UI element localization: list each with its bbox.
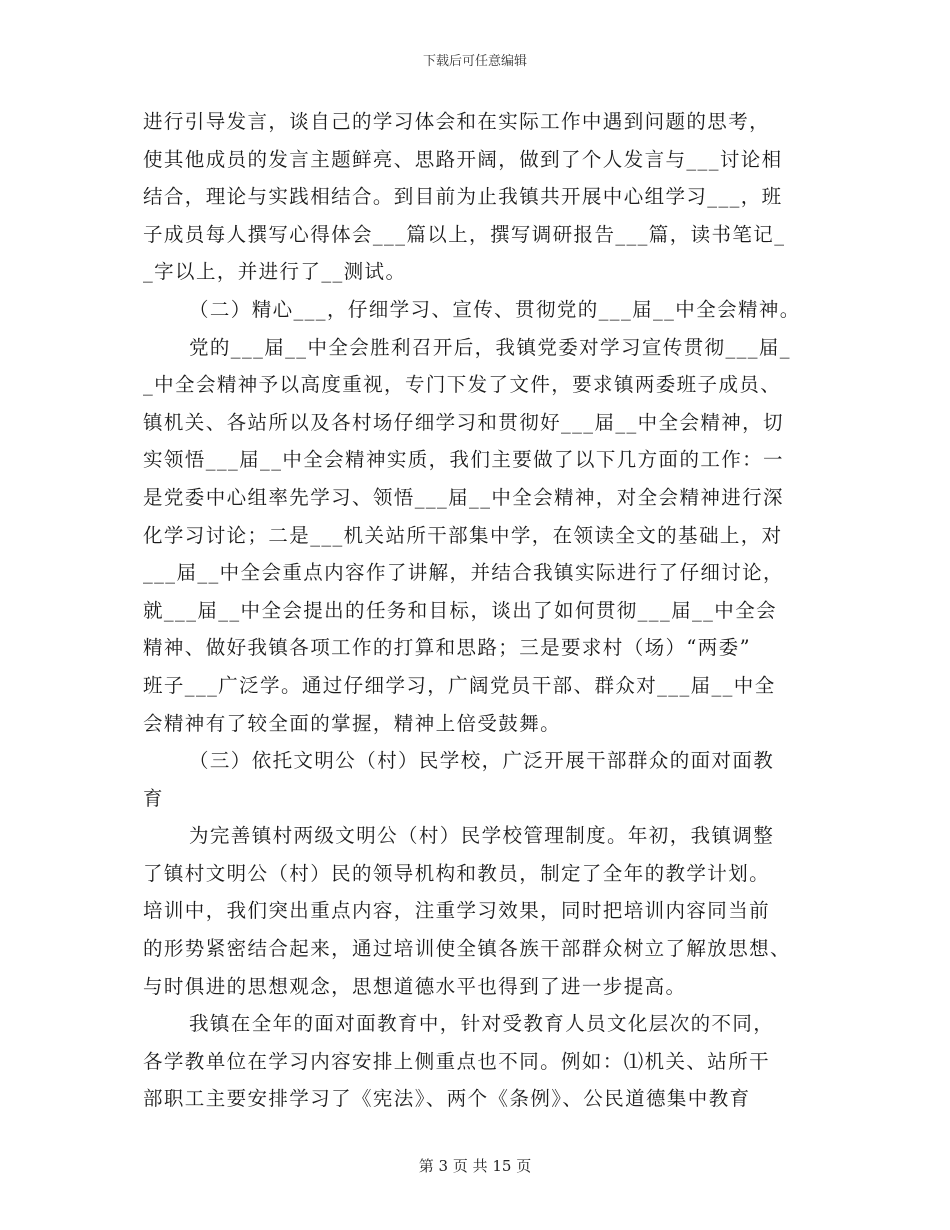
text-line: 与时俱进的思想观念，思想道德水平也得到了进一步提高。	[143, 974, 687, 998]
text-line: 了镇村文明公（村）民的领导机构和教员，制定了全年的教学计划。	[143, 861, 771, 885]
text-line: 实领悟___届__中全会精神实质，我们主要做了以下几方面的工作：一	[143, 448, 784, 472]
page-footer: 第 3 页 共 15 页	[418, 1157, 532, 1175]
text-line: 我镇在全年的面对面教育中，针对受教育人员文化层次的不同，	[189, 1012, 775, 1036]
text-line: 育	[143, 786, 164, 810]
text-line: 的形势紧密结合起来，通过培训使全镇各族干部群众树立了解放思想、	[143, 937, 791, 961]
text-line: 化学习讨论；二是___机关站所干部集中学，在领读全文的基础上，对	[143, 523, 783, 547]
text-line: 使其他成员的发言主题鲜亮、思路开阔，做到了个人发言与___讨论相	[143, 147, 783, 171]
text-line: _中全会精神予以高度重视，专门下发了文件，要求镇两委班子成员、	[143, 373, 782, 397]
text-line: 是党委中心组率先学习、领悟___届__中全会精神，对全会精神进行深	[143, 485, 784, 509]
text-line: 精神、做好我镇各项工作的打算和思路；三是要求村（场）“两委”	[143, 636, 751, 660]
text-line: 结合，理论与实践相结合。到目前为止我镇共开展中心组学习___，班	[143, 185, 783, 209]
text-line: 为完善镇村两级文明公（村）民学校管理制度。年初，我镇调整	[189, 824, 775, 848]
text-line: 培训中，我们突出重点内容，注重学习效果，同时把培训内容同当前	[143, 899, 771, 923]
text-line: ___届__中全会重点内容作了讲解，并结合我镇实际进行了仔细讨论，	[143, 561, 784, 585]
text-line: 会精神有了较全面的掌握，精神上倍受鼓舞。	[143, 711, 562, 735]
text-line: 进行引导发言，谈自己的学习体会和在实际工作中遇到问题的思考，	[143, 110, 771, 133]
text-line: _字以上，并进行了__测试。	[143, 260, 407, 284]
text-line: 子成员每人撰写心得体会___篇以上，撰写调研报告___篇，读书笔记_	[143, 222, 786, 246]
text-line: 各学教单位在学习内容安排上侧重点也不同。例如：⑴机关、站所干	[143, 1049, 771, 1073]
text-line: 就___届__中全会提出的任务和目标，谈出了如何贯彻___届__中全会	[143, 598, 778, 622]
text-line: 部职工主要安排学习了《宪法》、两个《条例》、公民道德集中教育	[143, 1087, 751, 1111]
text-line: 班子___广泛学。通过仔细学习，广阔党员干部、群众对___届__中全	[143, 673, 776, 697]
text-line: 镇机关、各站所以及各村场仔细学习和贯彻好___届__中全会精神，切	[143, 410, 784, 434]
text-line: 党的___届__中全会胜利召开后，我镇党委对学习宣传贯彻___届_	[189, 335, 791, 359]
text-line: （三）依托文明公（村）民学校，广泛开展干部群众的面对面教	[189, 749, 775, 773]
page-header: 下载后可任意编辑	[422, 54, 527, 69]
document-body	[143, 103, 813, 1118]
text-line: （二）精心___，仔细学习、宣传、贯彻党的___届__中全会精神。	[189, 297, 801, 321]
